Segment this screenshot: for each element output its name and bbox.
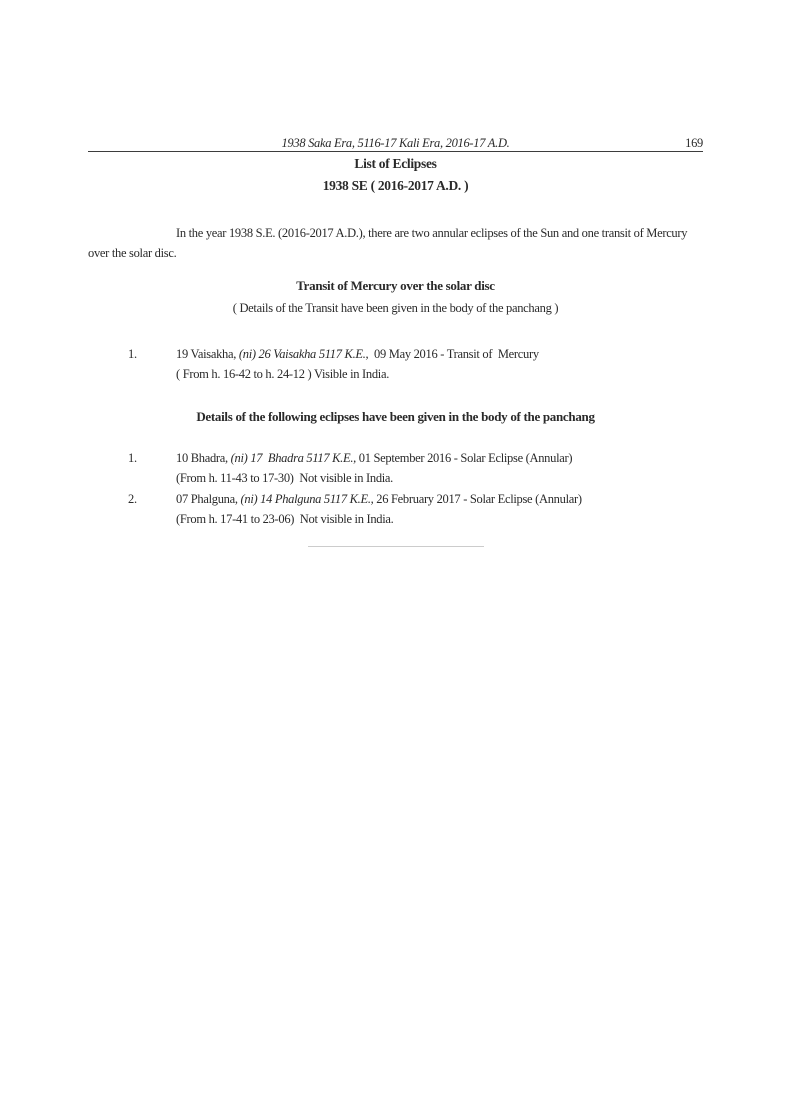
- page-content: [88, 136, 703, 547]
- item-body: [176, 448, 703, 488]
- item-body: [176, 489, 703, 529]
- item-text-italic: (ni) 14 Phalguna 5117 K.E.,: [240, 491, 374, 506]
- item-text: 26 February 2017 - Solar Eclipse (Annular): [373, 491, 582, 506]
- header-rule: [88, 151, 703, 152]
- item-text-italic: (ni) 26 Vaisakha 5117 K.E.,: [238, 346, 369, 361]
- item-body: [176, 344, 703, 384]
- page-number: 169: [685, 136, 703, 150]
- item-text: 19 Vaisakha,: [176, 346, 239, 361]
- item-line-2: (From h. 11-43 to 17-30) Not visible in India.: [176, 470, 394, 485]
- item-number: 2.: [128, 491, 137, 506]
- item-line-2: (From h. 17-41 to 23-06) Not visible in India.: [176, 511, 394, 526]
- item-line-2: ( From h. 16-42 to h. 24-12 ) Visible in India.: [176, 366, 390, 381]
- item-line-1: [176, 344, 703, 364]
- transit-section-note: ( Details of the Transit have been given in the body of the panchang ): [232, 300, 559, 315]
- item-number: 1.: [128, 450, 137, 465]
- list-item: [88, 489, 703, 529]
- item-number: 1.: [128, 346, 137, 361]
- list-item: [88, 448, 703, 488]
- item-text-italic: (ni) 17 Bhadra 5117 K.E.,: [230, 450, 356, 465]
- transit-section-heading: Transit of Mercury over the solar disc: [296, 277, 495, 293]
- item-line-1: [176, 448, 703, 468]
- item-text: 10 Bhadra,: [176, 450, 231, 465]
- running-header: [88, 136, 703, 150]
- list-item: [88, 344, 703, 384]
- intro-line-1: In the year 1938 S.E. (2016-2017 A.D.), there are two annular eclipses of the Sun and one transit of Mercury: [176, 226, 688, 240]
- intro-paragraph: [88, 223, 703, 263]
- eclipses-section-heading: Details of the following eclipses have been given in the body of the panchang: [196, 408, 595, 424]
- item-line-1: [176, 489, 703, 509]
- end-divider: [308, 546, 484, 547]
- item-text: 07 Phalguna,: [176, 491, 241, 506]
- item-text: 09 May 2016 - Transit of Mercury: [368, 346, 539, 361]
- running-title: 1938 Saka Era, 5116-17 Kali Era, 2016-17 A.D.: [281, 136, 510, 150]
- document-title: List of Eclipses: [354, 156, 437, 171]
- item-text: 01 September 2016 - Solar Eclipse (Annular): [355, 450, 573, 465]
- intro-line-2: over the solar disc.: [88, 246, 177, 260]
- document-subtitle: 1938 SE ( 2016-2017 A.D. ): [322, 178, 469, 193]
